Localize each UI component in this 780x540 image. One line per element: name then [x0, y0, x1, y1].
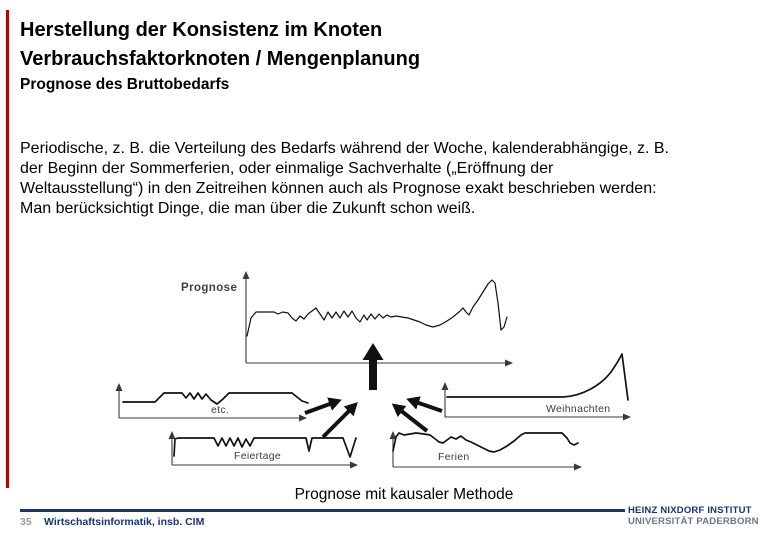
- etc-curve: [123, 393, 308, 404]
- footer-department: Wirtschaftsinformatik, insb. CIM: [44, 516, 205, 528]
- etc-chart: [119, 384, 308, 418]
- slide-subtitle: Prognose des Bruttobedarfs: [20, 76, 230, 93]
- label-weihnachten: Weihnachten: [546, 403, 611, 415]
- weihnachten-curve: [447, 354, 628, 400]
- label-feiertage: Feiertage: [234, 450, 282, 462]
- page-number: 35: [20, 516, 32, 528]
- slide-title-line1: Herstellung der Konsistenz im Knoten: [20, 19, 383, 41]
- label-prognose: Prognose: [181, 282, 238, 294]
- ferien-chart: [393, 432, 581, 467]
- body-line: Periodische, z. B. die Verteilung des Bedarfs während der Woche, kalenderabhängige, z. B.: [20, 140, 669, 157]
- footer-divider: [20, 509, 625, 512]
- arrow-from-weihnachten: [410, 400, 442, 411]
- body-line: Man berücksichtigt Dinge, die man über die Zukunft schon weiß.: [20, 200, 476, 217]
- arrow-from-feiertage: [323, 405, 355, 437]
- hni-logo: [628, 505, 759, 527]
- label-etc: etc.: [211, 404, 230, 416]
- hni-logo-line1: HEINZ NIXDORF INSTITUT: [628, 505, 752, 516]
- diagram-caption: Prognose mit kausaler Methode: [294, 486, 514, 503]
- feiertage-chart: [172, 432, 357, 465]
- prognose-curve: [247, 280, 507, 336]
- red-accent-bar: [6, 10, 9, 488]
- label-ferien: Ferien: [438, 451, 470, 463]
- converging-arrows: [305, 400, 442, 437]
- body-line: Weltausstellung“) in den Zeitreihen können auch als Prognose exakt beschrieben werden:: [20, 180, 657, 197]
- arrow-from-ferien: [395, 406, 427, 431]
- hni-logo-line2: UNIVERSITÄT PADERBORN: [628, 516, 759, 527]
- arrow-from-etc: [305, 401, 338, 413]
- forecast-diagram: [90, 262, 680, 477]
- body-line: der Beginn der Sommerferien, oder einmalige Sachverhalte („Eröffnung der: [20, 160, 554, 177]
- prognose-chart: [181, 272, 512, 363]
- ferien-curve: [393, 433, 578, 452]
- big-up-arrow: [363, 343, 384, 390]
- body-paragraph: [20, 139, 669, 219]
- slide-title-line2: Verbrauchsfaktorknoten / Mengenplanung: [20, 48, 421, 70]
